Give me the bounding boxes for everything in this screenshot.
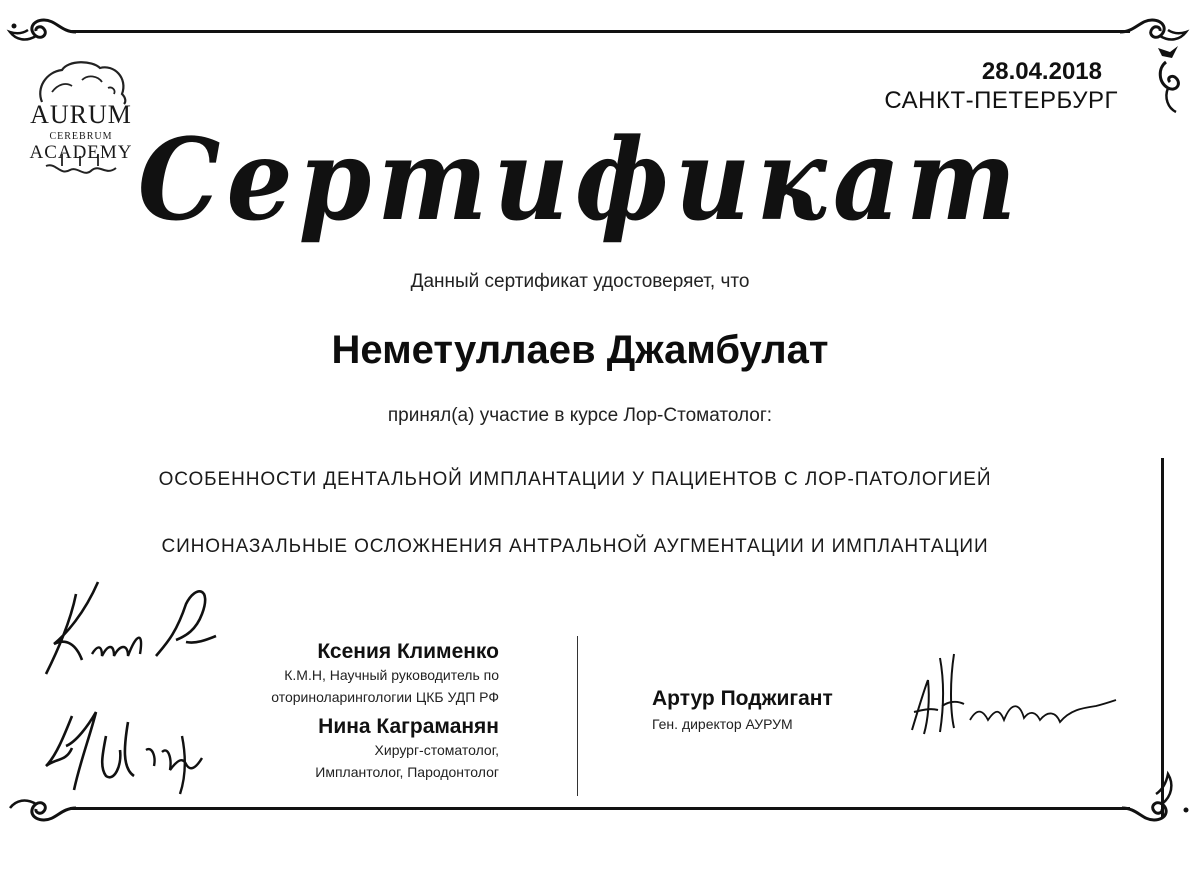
signature-podzhigant [900,650,1120,760]
signatory-name: Нина Каграманян [318,715,499,738]
intro-text: Данный сертификат удостоверяет, что [410,271,750,292]
signatory-role-line: Имплантолог, Пародонтолог [315,764,499,780]
course-intro-text: принял(а) участие в курсе Лор-Стоматолог: [387,405,773,426]
signature-divider [577,636,578,796]
signatory-role-line: Ген. директор АУРУМ [652,716,793,732]
recipient-name: Неметуллаев Джамбулат [331,328,829,372]
signature-kagramanyan [36,706,216,796]
logo-text-aurum: AURUM [30,100,132,129]
corner-ornament-top-left-icon [6,12,78,52]
signatory-klimenko [271,640,499,708]
logo-text-cerebrum: CEREBRUM [49,131,113,142]
course-topic-2: СИНОНАЗАЛЬНЫЕ ОСЛОЖНЕНИЯ АНТРАЛЬНОЙ АУГМЕНТАЦИИ И ИМПЛАНТАЦИИ [161,536,989,557]
signatory-role-line: оториноларингологии ЦКБ УДП РФ [271,689,499,705]
logo-text-academy: ACADEMY [29,142,133,163]
frame-top-rule [70,30,1130,33]
signatory-kagramanyan [315,715,499,783]
corner-ornament-bottom-right-icon [1120,760,1198,830]
issue-date: 28.04.2018 [981,58,1102,85]
signatory-role-line: Хирург-стоматолог, [374,742,499,758]
course-topic-1: ОСОБЕННОСТИ ДЕНТАЛЬНОЙ ИМПЛАНТАЦИИ У ПАЦИЕНТОВ С ЛОР-ПАТОЛОГИЕЙ [158,469,992,490]
certificate-title: Сертификат [137,113,1023,246]
signatory-podzhigant [652,687,833,735]
signatory-name: Ксения Клименко [317,640,499,663]
signature-klimenko [36,574,226,684]
issue-city: САНКТ-ПЕТЕРБУРГ [884,87,1118,114]
signatory-role-line: К.М.Н, Научный руководитель по [284,667,499,683]
corner-ornament-top-right-icon [1118,12,1198,122]
signatory-name: Артур Поджигант [652,687,833,710]
frame-bottom-rule [70,807,1130,810]
